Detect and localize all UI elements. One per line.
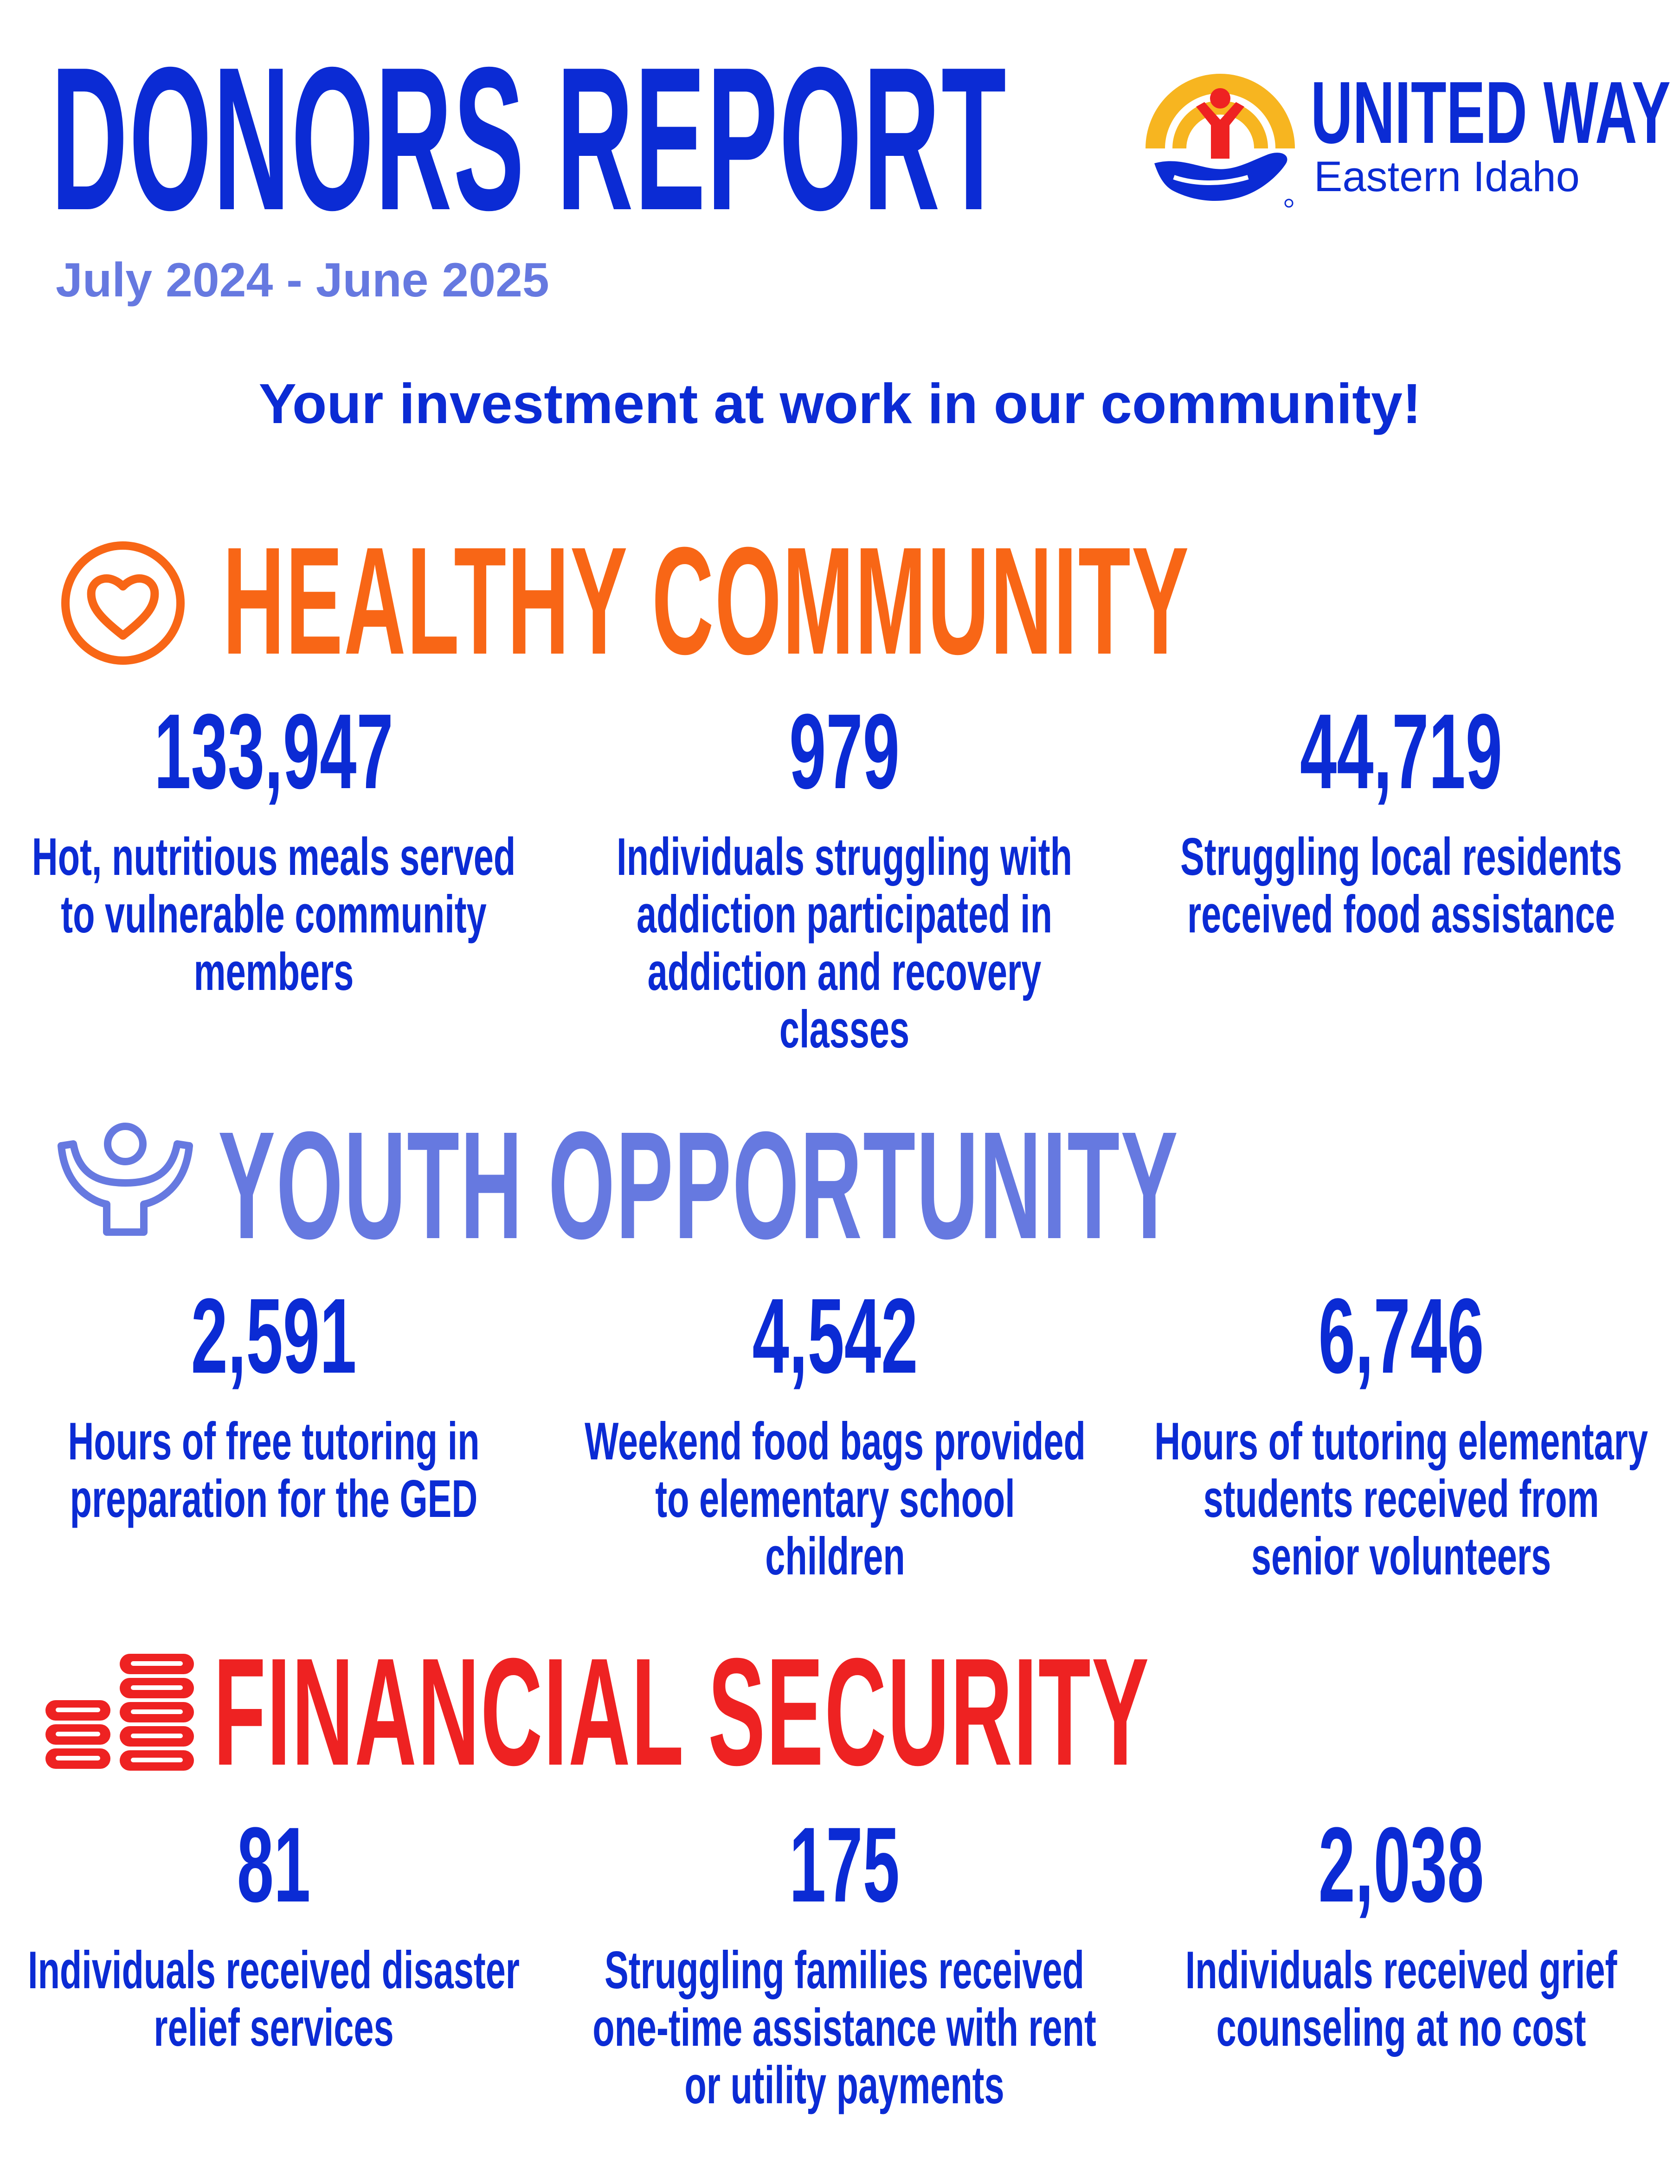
section-financial-security — [0, 1626, 1680, 1797]
stat-description: Struggling families received one-time assistance with rent or utility payments — [592, 1941, 1096, 2115]
section-title: HEALTHY COMMUNITY — [223, 515, 1190, 686]
section-title: FINANCIAL SECURITY — [213, 1626, 1150, 1797]
section-title: YOUTH OPPORTUNITY — [218, 1099, 1179, 1271]
logo-subtitle: Eastern Idaho — [1314, 153, 1580, 200]
section-healthy-community — [0, 515, 1680, 686]
stat-value: 6,746 — [1318, 1276, 1484, 1395]
stat-description: Struggling local residents received food assistance — [1180, 828, 1622, 944]
stat-value: 4,542 — [752, 1276, 918, 1395]
page-title: DONORS REPORT — [51, 25, 1008, 253]
stat-item — [561, 1276, 1109, 1586]
stat-value: 81 — [237, 1805, 311, 1924]
stat-description: Individuals received grief counseling at no cost — [1185, 1941, 1617, 2057]
united-way-logo — [1141, 56, 1671, 213]
stat-item — [0, 1805, 547, 2057]
stat-item — [0, 1276, 547, 1529]
stat-description: Hours of tutoring elementary students received from senior volunteers — [1154, 1412, 1648, 1586]
stat-item — [571, 1805, 1118, 2115]
stat-value: 2,038 — [1318, 1805, 1484, 1924]
stat-value: 2,591 — [191, 1276, 357, 1395]
stat-item — [1127, 1805, 1675, 2057]
tagline: Your investment at work in our community! — [258, 372, 1422, 435]
stat-value: 979 — [789, 692, 900, 811]
logo-name: UNITED WAY — [1311, 64, 1671, 162]
section-youth-opportunity — [0, 1099, 1680, 1271]
heart-circle-icon — [58, 538, 188, 668]
stat-value: 44,719 — [1300, 692, 1503, 811]
stat-item — [571, 692, 1118, 1059]
stat-item — [1127, 1276, 1675, 1586]
stat-description: Weekend food bags provided to elementary school children — [585, 1412, 1086, 1586]
stat-description: Hot, nutritious meals served to vulnerable community members — [32, 828, 516, 1002]
report-period: July 2024 - June 2025 — [56, 253, 549, 307]
stat-item — [1127, 692, 1675, 944]
stat-value: 175 — [789, 1805, 900, 1924]
coin-stacks-icon — [42, 1644, 200, 1784]
stat-item — [0, 692, 547, 1002]
united-way-hand-rainbow-icon — [1141, 56, 1299, 213]
stat-description: Individuals received disaster relief services — [28, 1941, 520, 2057]
stat-value: 133,947 — [154, 692, 393, 811]
stat-description: Individuals struggling with addiction participated in addiction and recovery classes — [617, 828, 1072, 1059]
stat-description: Hours of free tutoring in preparation for the GED — [68, 1412, 480, 1529]
raised-arms-person-icon — [51, 1118, 200, 1239]
